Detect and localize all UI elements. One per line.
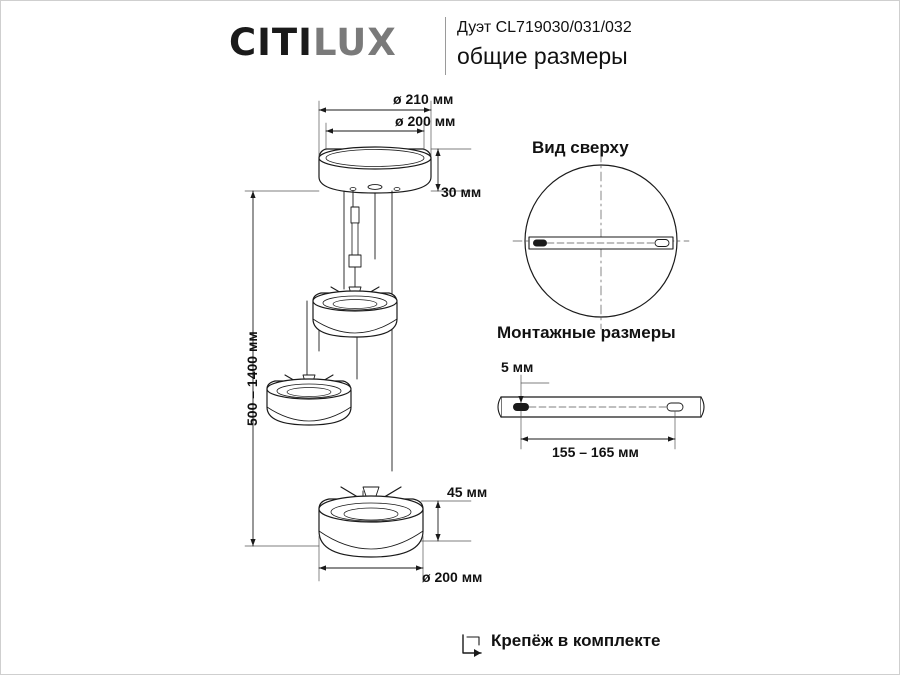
label-slot-width: 5 мм <box>501 359 534 375</box>
shade-middle <box>267 375 351 425</box>
footer-note: Крепёж в комплекте <box>491 631 661 650</box>
mounting-view-heading: Монтажные размеры <box>497 323 676 342</box>
product-line-title: Дуэт CL719030/031/032 <box>457 19 632 36</box>
cable-adjuster <box>349 207 361 287</box>
mounting-bar-graphic <box>498 397 704 417</box>
label-mount-distance: 155 – 165 мм <box>552 444 639 460</box>
label-canopy-inner-diameter: ø 200 мм <box>395 113 456 129</box>
top-view-graphic <box>513 153 689 329</box>
canopy-plate <box>319 147 431 193</box>
label-canopy-height: 30 мм <box>441 184 482 200</box>
brand-logo-lux: LUX <box>312 21 397 64</box>
label-canopy-outer-diameter: ø 210 мм <box>393 91 454 107</box>
label-suspension-range: 500 – 1400 мм <box>244 331 260 426</box>
drawing-title: общие размеры <box>457 43 628 69</box>
label-shade-diameter: ø 200 мм <box>422 569 483 585</box>
top-view-heading: Вид сверху <box>532 138 629 157</box>
mounting-kit-icon <box>463 635 481 657</box>
brand-logo-citi: CITI <box>229 21 313 64</box>
shade-lower <box>319 487 423 557</box>
label-shade-height: 45 мм <box>447 484 488 500</box>
shade-upper <box>313 287 397 337</box>
